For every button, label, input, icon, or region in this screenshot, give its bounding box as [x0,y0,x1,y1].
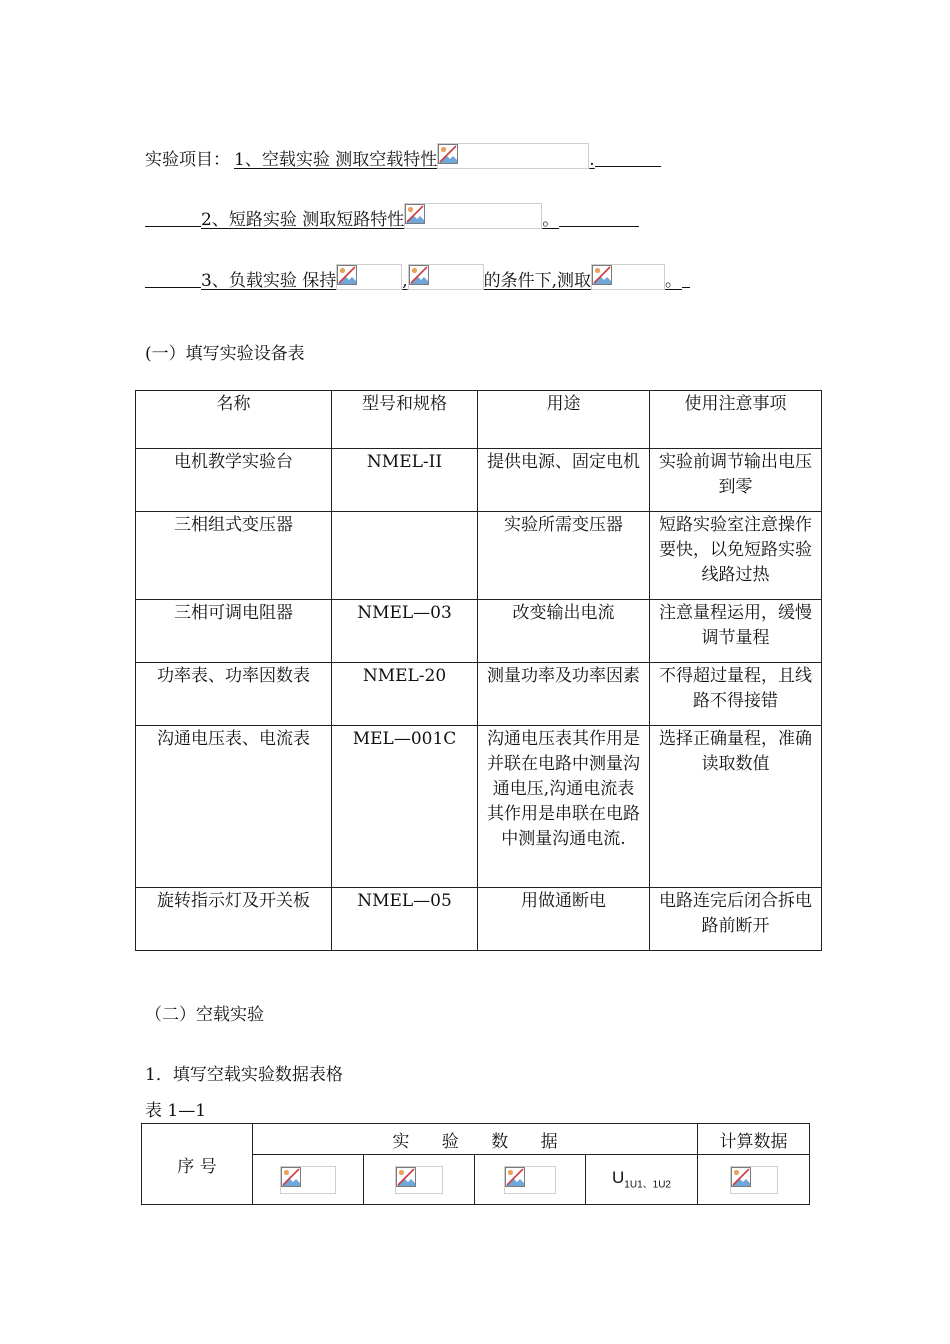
table-cell: 用做通断电 [478,888,650,951]
experiment-item-1 [145,143,661,172]
header-cell: 型号和规格 [332,391,478,449]
data-col-header [253,1155,364,1205]
formula-image [404,203,542,229]
underline-blank [145,225,201,227]
table-header-row [136,391,822,449]
seq-header: 序 号 [142,1124,253,1205]
broken-image-icon [396,1167,416,1187]
table-cell: NMEL-II [332,449,478,512]
table-caption: 表 1—1 [145,1101,207,1121]
item2-tail: 。 [542,210,560,230]
header-cell: 名称 [136,391,332,449]
experiment-data-header: 实 验 数 据 [253,1124,698,1155]
broken-image-icon [592,265,612,285]
voltage-col-header [586,1155,698,1205]
item2-text: 2、短路实验 测取短路特性 [201,210,405,230]
table-row [136,726,822,888]
table-cell: 旋转指示灯及开关板 [136,888,332,951]
section1-title: (一）填写实验设备表 [145,344,305,364]
item1-text: 1、空载实验 测取空载特性 [234,150,438,170]
voltage-symbol: U [612,1168,625,1188]
formula-image [437,143,589,169]
formula-image [336,264,402,290]
broken-image-icon [281,1167,301,1187]
table-cell: MEL—001C [332,726,478,888]
broken-image-icon [405,204,425,224]
calc-col-header [698,1155,810,1205]
table-cell: 注意量程运用，缓慢调节量程 [650,600,822,663]
calc-data-header: 计算数据 [698,1124,810,1155]
formula-image [395,1166,443,1194]
table-cell: 实验前调节输出电压到零 [650,449,822,512]
table-cell: 沟通电压表、电流表 [136,726,332,888]
table-cell: 三相组式变压器 [136,512,332,600]
table-cell: 电路连完后闭合拆电路前断开 [650,888,822,951]
underline-blank [559,225,639,227]
formula-image [280,1166,336,1194]
underline-blank [682,286,690,288]
table-cell: 提供电源、固定电机 [478,449,650,512]
equipment-table [135,390,822,951]
item3-tail: 。 [665,271,683,291]
table-cell: 不得超过量程，且线路不得接错 [650,663,822,726]
table-row [136,512,822,600]
table-row [136,600,822,663]
data-col-header [364,1155,475,1205]
experiment-item-2 [145,203,639,232]
underline-blank [145,286,201,288]
formula-image [591,264,665,290]
header-cell: 使用注意事项 [650,391,822,449]
table-cell [332,512,478,600]
broken-image-icon [731,1167,751,1187]
step1-heading: 1．填写空载实验数据表格 [145,1065,343,1085]
table-cell: 改变输出电流 [478,600,650,663]
table-cell: NMEL—05 [332,888,478,951]
item3-mid: 的条件下,测取 [483,271,592,291]
item3-sep: , [402,271,408,291]
table-cell: 功率表、功率因数表 [136,663,332,726]
formula-image [408,264,484,290]
header-cell: 用途 [478,391,650,449]
experiment-label: 实验项目： [145,150,230,170]
broken-image-icon [409,265,429,285]
item1-tail: . [589,150,595,170]
formula-image [504,1166,556,1194]
table-cell: 测量功率及功率因素 [478,663,650,726]
table-cell: 实验所需变压器 [478,512,650,600]
table-row [136,663,822,726]
table-cell: 短路实验室注意操作要快，以免短路实验线路过热 [650,512,822,600]
table-cell: 沟通电压表其作用是并联在电路中测量沟通电压,沟通电流表其作用是串联在电路中测量沟通电流. [478,726,650,888]
voltage-subscript: 1U1、1U2 [624,1179,671,1191]
no-load-data-table [141,1123,810,1205]
section2-title: （二）空载实验 [145,1005,264,1025]
broken-image-icon [438,144,458,164]
data-col-header [475,1155,586,1205]
table-cell: 选择正确量程，准确读取数值 [650,726,822,888]
formula-image [730,1166,778,1194]
table-row [136,888,822,951]
underline-blank [595,165,661,167]
broken-image-icon [505,1167,525,1187]
broken-image-icon [337,265,357,285]
experiment-item-3 [145,264,690,293]
item3-text: 3、负载实验 保持 [201,271,337,291]
table-row [136,449,822,512]
table-cell: NMEL-20 [332,663,478,726]
table-cell: NMEL—03 [332,600,478,663]
table-cell: 三相可调电阻器 [136,600,332,663]
table-cell: 电机教学实验台 [136,449,332,512]
